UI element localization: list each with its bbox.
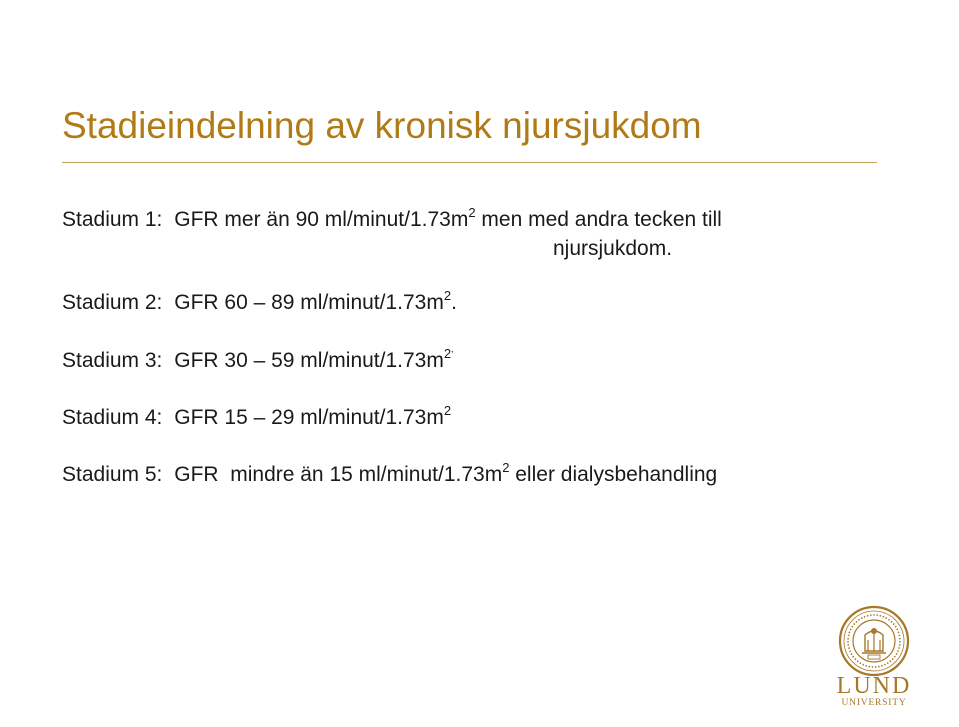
- stage-5-line: [62, 461, 717, 489]
- stage-2-line: [62, 289, 457, 317]
- logo-subtitle: UNIVERSITY: [841, 698, 907, 708]
- stage-1-line: [62, 206, 722, 234]
- stage-5-after: eller dialysbehandling: [509, 463, 718, 486]
- stage-1-after: men med andra tecken till: [475, 208, 722, 231]
- stage-3-sup: 2: [443, 346, 452, 361]
- stage-4-line: [62, 404, 451, 432]
- slide-title: Stadieindelning av kronisk njursjukdom: [62, 105, 702, 146]
- stage-4-label: Stadium 4:: [62, 406, 163, 429]
- stage-2-label: Stadium 2:: [62, 291, 163, 314]
- stage-1-text: GFR mer än 90 ml/minut/1.73m: [174, 208, 469, 231]
- stage-2-after: .: [451, 291, 457, 314]
- logo-name: LUND: [836, 673, 912, 699]
- stage-1-continuation: njursjukdom.: [553, 237, 673, 260]
- university-logo: [834, 674, 914, 709]
- stage-1-sup: 2: [468, 205, 476, 220]
- stage-3-label: Stadium 3:: [62, 349, 163, 372]
- stage-5-text: GFR mindre än 15 ml/minut/1.73m: [174, 463, 503, 486]
- stage-2-text: GFR 60 – 89 ml/minut/1.73m: [174, 291, 444, 314]
- stage-5-label: Stadium 5:: [62, 463, 163, 486]
- stage-2-sup: 2: [443, 288, 452, 303]
- title-divider: [62, 162, 877, 163]
- stage-4-text: GFR 15 – 29 ml/minut/1.73m: [174, 406, 444, 429]
- stage-1-label: Stadium 1:: [62, 208, 163, 231]
- stage-3-text: GFR 30 – 59 ml/minut/1.73m: [174, 349, 444, 372]
- stage-3-line: [62, 347, 453, 375]
- stage-5-sup: 2: [502, 460, 510, 475]
- stage-3-mark: ’: [451, 350, 454, 361]
- university-seal-icon: [838, 605, 910, 677]
- stage-4-sup: 2: [443, 403, 452, 418]
